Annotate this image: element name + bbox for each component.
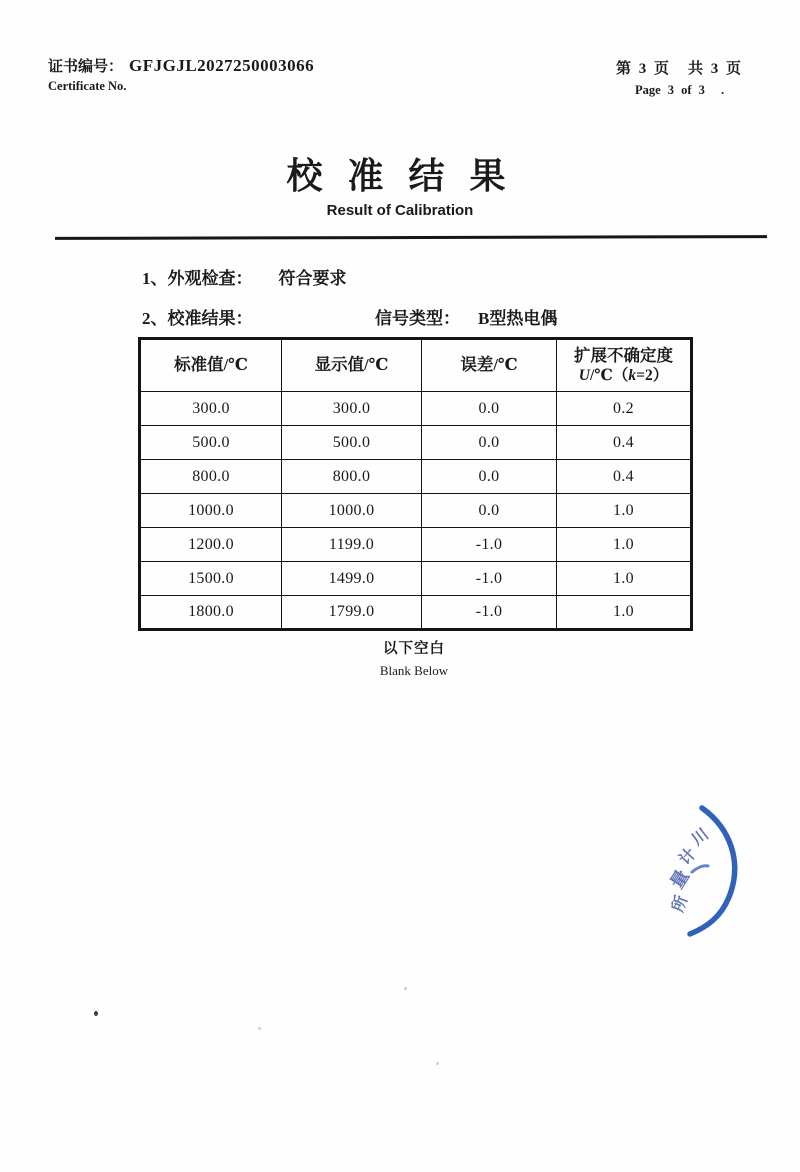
scan-speck	[404, 987, 407, 990]
table-cell: 1000.0	[282, 494, 422, 528]
certificate-number-value: GFJGJL2027250003066	[129, 56, 315, 75]
header-cell-error: 误差/℃	[422, 339, 557, 392]
table-cell: 0.0	[422, 392, 557, 426]
seal-char: 所	[669, 893, 692, 915]
seal-char: 量	[666, 866, 693, 893]
blank-below-en: Blank Below	[379, 663, 449, 678]
table-cell: 1800.0	[140, 596, 282, 630]
calibration-table	[138, 337, 693, 631]
table-cell: -1.0	[422, 528, 557, 562]
item-calibration-result-label: 2、校准结果：	[142, 309, 253, 328]
signal-type-value: B型热电偶	[478, 309, 558, 328]
certificate-number-label-zh: 证书编号：	[48, 59, 124, 75]
seal-inner-mark	[692, 866, 708, 872]
table-cell: 0.0	[422, 494, 557, 528]
blank-below-zh: 以下空白	[383, 641, 445, 657]
table-row	[140, 426, 692, 460]
table-cell: 0.0	[422, 426, 557, 460]
table-cell: 1000.0	[140, 494, 282, 528]
document-title-zh: 校 准 结 果	[286, 156, 514, 196]
page-info-block	[616, 57, 743, 98]
table-cell: 1.0	[557, 596, 692, 630]
table-row	[140, 494, 692, 528]
table-cell: 0.4	[557, 460, 692, 494]
certificate-number-block	[48, 55, 314, 94]
table-cell: -1.0	[422, 596, 557, 630]
blank-below-note	[138, 637, 690, 679]
seal-char: 计	[676, 845, 700, 869]
header-cell-uncertainty: 扩展不确定度 U/℃（k=2）	[557, 339, 692, 392]
official-seal-stamp	[650, 800, 762, 938]
table-cell: 0.0	[422, 460, 557, 494]
table-cell: 1.0	[557, 494, 692, 528]
signal-type-label: 信号类型：	[375, 309, 460, 328]
seal-arc	[690, 808, 735, 934]
table-cell: 800.0	[282, 460, 422, 494]
table-cell: 1.0	[557, 528, 692, 562]
table-row	[140, 460, 692, 494]
page-info-zh: 第 3 页 共 3 页	[616, 61, 744, 77]
certificate-number-label-en: Certificate No.	[48, 79, 127, 93]
table-row	[140, 562, 692, 596]
table-cell: -1.0	[422, 562, 557, 596]
seal-char: 川	[688, 825, 713, 850]
table-cell: 1.0	[557, 562, 692, 596]
table-cell: 800.0	[140, 460, 282, 494]
table-cell: 1500.0	[140, 562, 282, 596]
page-info-en: Page 3 of 3 .	[634, 83, 725, 97]
header-cell-standard-value: 标准值/℃	[140, 339, 282, 392]
page-info-dot: .	[720, 83, 725, 97]
table-cell: 1499.0	[282, 562, 422, 596]
signal-type	[375, 304, 557, 329]
table-cell: 1200.0	[140, 528, 282, 562]
table-cell: 300.0	[140, 392, 282, 426]
item-appearance-check-label: 1、外观检查：	[142, 269, 253, 288]
table-cell: 300.0	[282, 392, 422, 426]
scan-speck	[258, 1027, 261, 1030]
scan-speck	[436, 1062, 439, 1065]
table-row	[140, 528, 692, 562]
certificate-number-line	[48, 55, 314, 76]
table-row	[140, 392, 692, 426]
title-divider-rule	[55, 235, 767, 240]
table-cell: 0.2	[557, 392, 692, 426]
item-appearance-check-value: 符合要求	[278, 269, 347, 288]
scan-speck	[94, 1011, 98, 1016]
document-title-en: Result of Calibration	[326, 202, 474, 219]
header-cell-display-value: 显示值/℃	[282, 339, 422, 392]
table-cell: 1199.0	[282, 528, 422, 562]
seal-stamp-graphic	[650, 800, 762, 938]
table-cell: 0.4	[557, 426, 692, 460]
table-row	[140, 596, 692, 630]
table-cell: 500.0	[282, 426, 422, 460]
item-appearance-check	[142, 264, 347, 289]
table-header-row	[140, 339, 692, 392]
table-cell: 1799.0	[282, 596, 422, 630]
table-cell: 500.0	[140, 426, 282, 460]
